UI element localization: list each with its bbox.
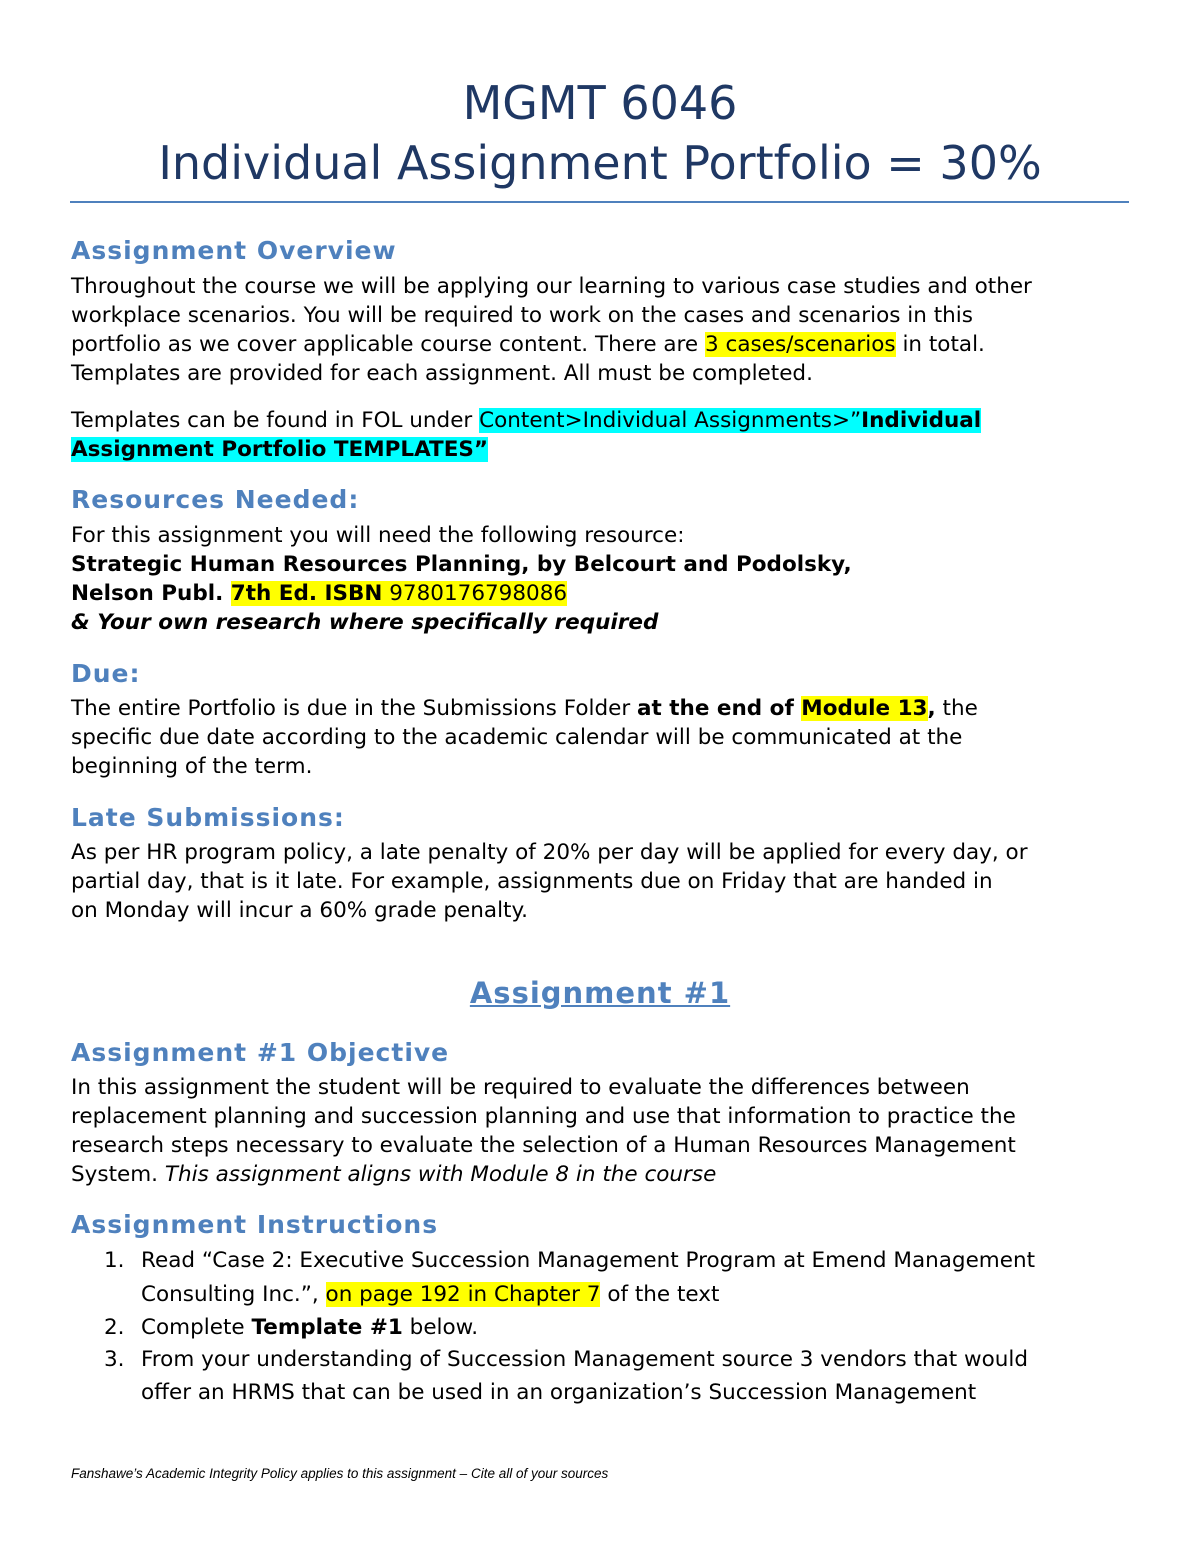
highlight-page-ref: on page 192 in Chapter 7	[325, 1282, 601, 1307]
own-research-note: & Your own research where specifically required	[71, 610, 659, 635]
objective-line: In this assignment the student will be required to evaluate the differences between	[71, 1075, 970, 1100]
late-line: As per HR program policy, a late penalty of 20% per day will be applied for every day, or	[71, 840, 1028, 865]
resources-line: For this assignment you will need the following resource:	[71, 523, 685, 548]
late-line: on Monday will incur a 60% grade penalty.	[71, 898, 528, 923]
page-footer: Fanshawe’s Academic Integrity Policy applies to this assignment – Cite all of your sources	[71, 1466, 609, 1481]
highlight-cases-count: 3 cases/scenarios	[705, 332, 896, 357]
list-item: Read “Case 2: Executive Succession Management Program at Emend Management	[141, 1248, 1036, 1273]
objective-line: System. This assignment aligns with Module 8 in the course	[71, 1162, 717, 1187]
templates-location-cont: Assignment Portfolio TEMPLATES”	[71, 437, 489, 462]
textbook-title: Strategic Human Resources Planning, by Belcourt and Podolsky,	[71, 552, 852, 577]
list-item: From your understanding of Succession Management source 3 vendors that would	[141, 1347, 1029, 1372]
highlight-fol-path: Content>Individual Assignments>”	[479, 408, 862, 433]
list-item-cont: Consulting Inc.”, on page 192 in Chapter 7 of the text	[141, 1282, 720, 1307]
instructions-heading: Assignment Instructions	[71, 1210, 439, 1239]
overview-line: Templates are provided for each assignment. All must be completed.	[71, 361, 813, 386]
overview-line: Throughout the course we will be applying our learning to various case studies and other	[71, 274, 1032, 299]
document-title-course: MGMT 6046	[462, 76, 738, 130]
late-line: partial day, that is it late. For example, assignments due on Friday that are handed in	[71, 869, 993, 894]
due-heading: Due:	[71, 659, 141, 688]
templates-location: Templates can be found in FOL under Content>Individual Assignments>”Individual	[71, 408, 982, 433]
due-line: specific due date according to the academic calendar will be communicated at the	[71, 725, 963, 750]
due-line: The entire Portfolio is due in the Submissions Folder at the end of Module 13, the	[71, 696, 978, 721]
overview-heading: Assignment Overview	[71, 236, 397, 265]
title-divider	[70, 201, 1129, 203]
objective-heading: Assignment #1 Objective	[71, 1038, 450, 1067]
due-line: beginning of the term.	[71, 754, 313, 779]
overview-line: portfolio as we cover applicable course content. There are 3 cases/scenarios in total.	[71, 332, 985, 357]
list-item: Complete Template #1 below.	[141, 1315, 479, 1340]
objective-line: replacement planning and succession planning and use that information to practice the	[71, 1104, 1016, 1129]
assignment-1-heading: Assignment #1	[469, 976, 731, 1010]
list-item-number: 3.	[104, 1347, 125, 1372]
resources-heading: Resources Needed:	[71, 485, 360, 514]
list-item-number: 1.	[104, 1248, 125, 1273]
textbook-publisher: Nelson Publ. 7th Ed. ISBN 9780176798086	[71, 581, 568, 606]
list-item-cont: offer an HRMS that can be used in an organization’s Succession Management	[141, 1380, 977, 1405]
late-heading: Late Submissions:	[71, 803, 345, 832]
document-title: Individual Assignment Portfolio = 30%	[158, 136, 1042, 190]
overview-line: workplace scenarios. You will be required to work on the cases and scenarios in this	[71, 303, 973, 328]
list-item-number: 2.	[104, 1315, 125, 1340]
objective-line: research steps necessary to evaluate the selection of a Human Resources Management	[71, 1133, 1016, 1158]
